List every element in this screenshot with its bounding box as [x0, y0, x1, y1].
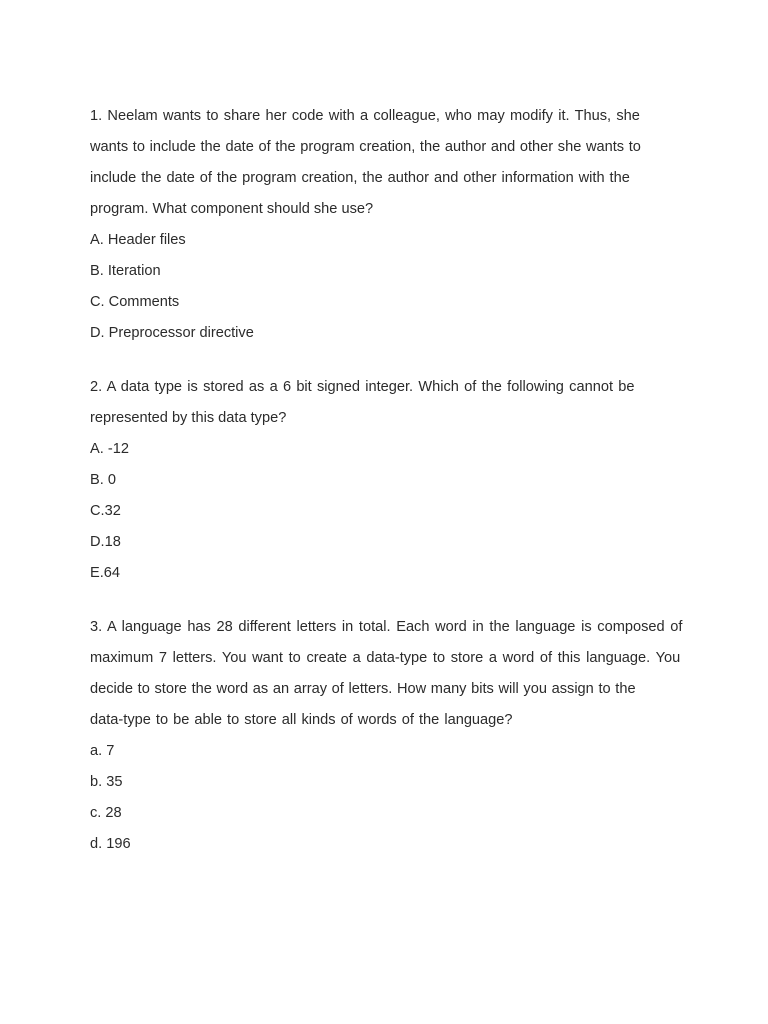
answer-option: D.18: [90, 534, 121, 550]
question-text-line: include the date of the program creation, the author and other information with the: [90, 170, 630, 186]
answer-option: E.64: [90, 565, 121, 581]
question-text-line: maximum 7 letters. You want to create a data-type to store a word of this language. You: [90, 650, 681, 666]
question-1: [90, 101, 690, 349]
answer-options: [90, 434, 690, 589]
answer-option: c. 28: [90, 805, 122, 821]
question-text-line: represented by this data type?: [90, 410, 287, 426]
question-stem: [90, 372, 690, 434]
answer-option: b. 35: [90, 774, 123, 790]
question-2: [90, 372, 690, 589]
document-content: [90, 101, 690, 860]
answer-option: D. Preprocessor directive: [90, 325, 254, 341]
answer-option: C.32: [90, 503, 121, 519]
question-text-line: 1. Neelam wants to share her code with a colleague, who may modify it. Thus, she: [90, 108, 640, 124]
question-text-line: 3. A language has 28 different letters in total. Each word in the language is composed of: [90, 619, 683, 635]
answer-option: B. 0: [90, 472, 116, 488]
question-stem: [90, 101, 690, 225]
question-3: [90, 612, 690, 860]
answer-option: C. Comments: [90, 294, 180, 310]
answer-options: [90, 225, 690, 349]
question-stem: [90, 612, 690, 736]
question-text-line: program. What component should she use?: [90, 201, 374, 217]
answer-option: A. Header files: [90, 232, 186, 248]
answer-option: B. Iteration: [90, 263, 161, 279]
question-text-line: data-type to be able to store all kinds of words of the language?: [90, 712, 513, 728]
answer-option: A. -12: [90, 441, 129, 457]
question-text-line: wants to include the date of the program creation, the author and other she wants to: [90, 139, 641, 155]
question-text-line: decide to store the word as an array of letters. How many bits will you assign to the: [90, 681, 636, 697]
answer-option: a. 7: [90, 743, 115, 759]
answer-options: [90, 736, 690, 860]
answer-option: d. 196: [90, 836, 131, 852]
question-text-line: 2. A data type is stored as a 6 bit signed integer. Which of the following cannot be: [90, 379, 635, 395]
